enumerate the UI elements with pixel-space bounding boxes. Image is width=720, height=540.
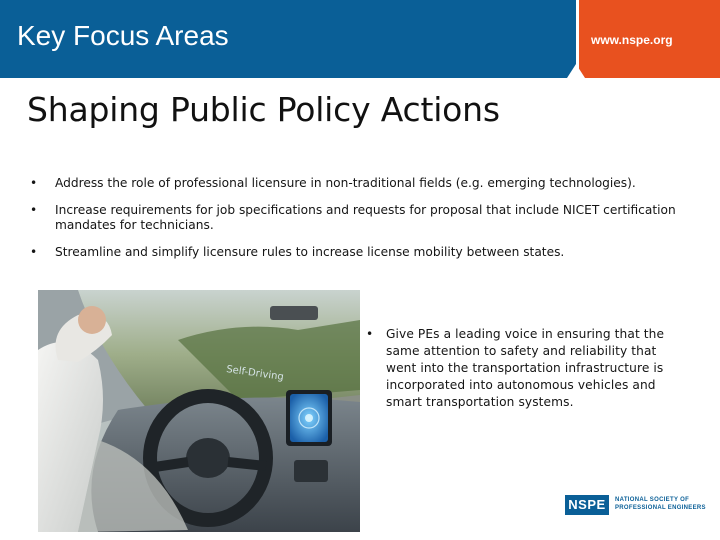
side-bullet-item [366, 326, 686, 411]
slide-title: Shaping Public Policy Actions [27, 90, 500, 129]
steering-hub [186, 438, 230, 478]
bullet-marker: • [30, 203, 38, 217]
bullet-marker: • [30, 245, 38, 259]
nspe-logo-text [615, 496, 720, 512]
car-interior-photo [38, 290, 360, 532]
driver-hand [78, 306, 106, 334]
logo-line-2: PROFESSIONAL ENGINEERS [615, 505, 706, 511]
nspe-logo-mark: NSPE [565, 495, 609, 515]
website-url[interactable]: www.nspe.org [591, 33, 673, 47]
header-notch [567, 64, 585, 78]
side-bullet-list [366, 326, 686, 411]
side-bullet-text: Give PEs a leading voice in ensuring that the same attention to safety and reliability that went into the transportation infrastructure is incorporated into autonomous vehicles and smart transportation systems. [386, 327, 665, 409]
bullet-text: Address the role of professional licensure in non-traditional fields (e.g. emerging technologies). [55, 176, 636, 190]
header-title: Key Focus Areas [17, 20, 229, 51]
bullet-marker: • [366, 327, 374, 341]
bullet-item [30, 245, 690, 260]
bullet-text: Streamline and simplify licensure rules to increase license mobility between states. [55, 245, 565, 259]
bullet-text: Increase requirements for job specifications and requests for proposal that include NICET certification mandates for technicians. [55, 203, 676, 232]
logo-line-1: NATIONAL SOCIETY OF [615, 497, 690, 503]
bullet-list [30, 176, 690, 272]
bullet-item [30, 176, 690, 191]
hud-text: Self-Driving [225, 364, 285, 384]
bullet-marker: • [30, 176, 38, 190]
rearview-mirror [270, 306, 318, 320]
climate-controls [294, 460, 328, 482]
bullet-item [30, 203, 690, 233]
